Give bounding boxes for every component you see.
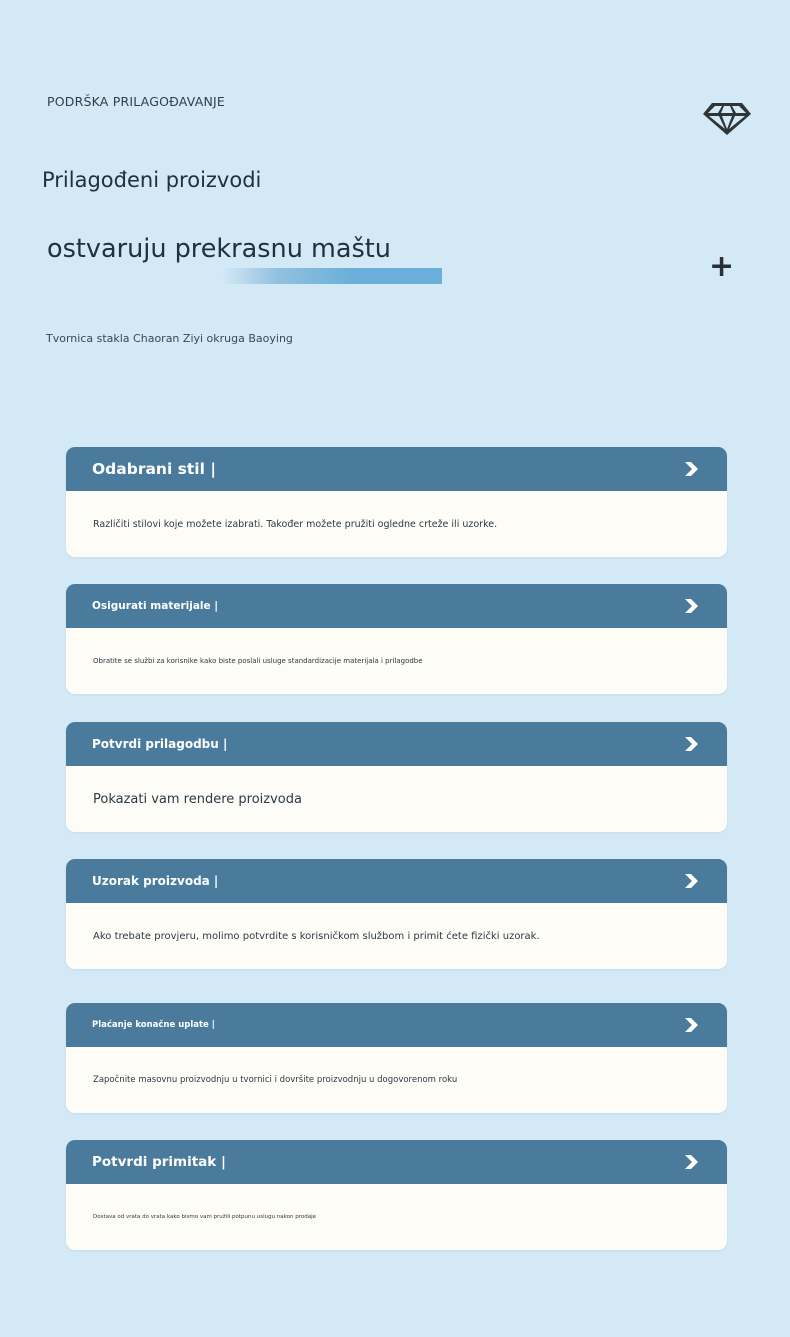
chevron-right-icon[interactable] xyxy=(683,1016,699,1034)
factory-name: Tvornica stakla Chaoran Ziyi okruga Baoying xyxy=(46,332,293,345)
step-description: Različiti stilovi koje možete izabrati. Također možete pružiti ogledne crteže ili uzorke. xyxy=(93,518,498,530)
step-card-header[interactable] xyxy=(66,722,727,766)
step-card-header[interactable] xyxy=(66,1140,727,1184)
plus-icon[interactable]: + xyxy=(709,249,735,284)
step-card-payment[interactable] xyxy=(66,1003,727,1113)
diamond-icon xyxy=(702,102,752,136)
step-description: Obratite se službi za korisnike kako biste poslali usluge standardizacije materijala i prilagodbe xyxy=(93,657,423,665)
step-description: Pokazati vam rendere proizvoda xyxy=(93,791,302,807)
step-title: Uzorak proizvoda | xyxy=(92,874,219,888)
chevron-right-icon[interactable] xyxy=(683,1153,699,1171)
step-description: Dostava od vrata do vrata kako bismo vam pružili potpunu uslugu nakon prodaje xyxy=(93,1214,317,1220)
headline-primary: Prilagođeni proizvodi xyxy=(42,168,262,192)
step-title: Potvrdi primitak | xyxy=(92,1154,226,1170)
step-card-header[interactable] xyxy=(66,1003,727,1047)
step-card-sample[interactable] xyxy=(66,859,727,969)
step-card-materials[interactable] xyxy=(66,584,727,694)
headline-secondary: ostvaruju prekrasnu maštu xyxy=(47,234,391,264)
step-card-confirm[interactable] xyxy=(66,722,727,832)
step-title: Potvrdi prilagodbu | xyxy=(92,737,228,751)
step-card-style[interactable] xyxy=(66,447,727,557)
step-title: Plaćanje konačne uplate | xyxy=(92,1020,215,1030)
eyebrow-label: PODRŠKA PRILAGOĐAVANJE xyxy=(47,94,225,109)
step-description: Ako trebate provjeru, molimo potvrdite s korisničkom službom i primit ćete fizički uzorak. xyxy=(93,930,540,942)
headline-accent-bar xyxy=(222,268,442,284)
step-card-receipt[interactable] xyxy=(66,1140,727,1250)
step-title: Odabrani stil | xyxy=(92,460,216,478)
step-title: Osigurati materijale | xyxy=(92,600,219,612)
chevron-right-icon[interactable] xyxy=(683,597,699,615)
step-card-header[interactable] xyxy=(66,447,727,491)
step-description: Započnite masovnu proizvodnju u tvornici i dovršite proizvodnju u dogovorenom roku xyxy=(93,1075,458,1085)
chevron-right-icon[interactable] xyxy=(683,460,699,478)
step-card-header[interactable] xyxy=(66,859,727,903)
chevron-right-icon[interactable] xyxy=(683,872,699,890)
step-card-header[interactable] xyxy=(66,584,727,628)
chevron-right-icon[interactable] xyxy=(683,735,699,753)
